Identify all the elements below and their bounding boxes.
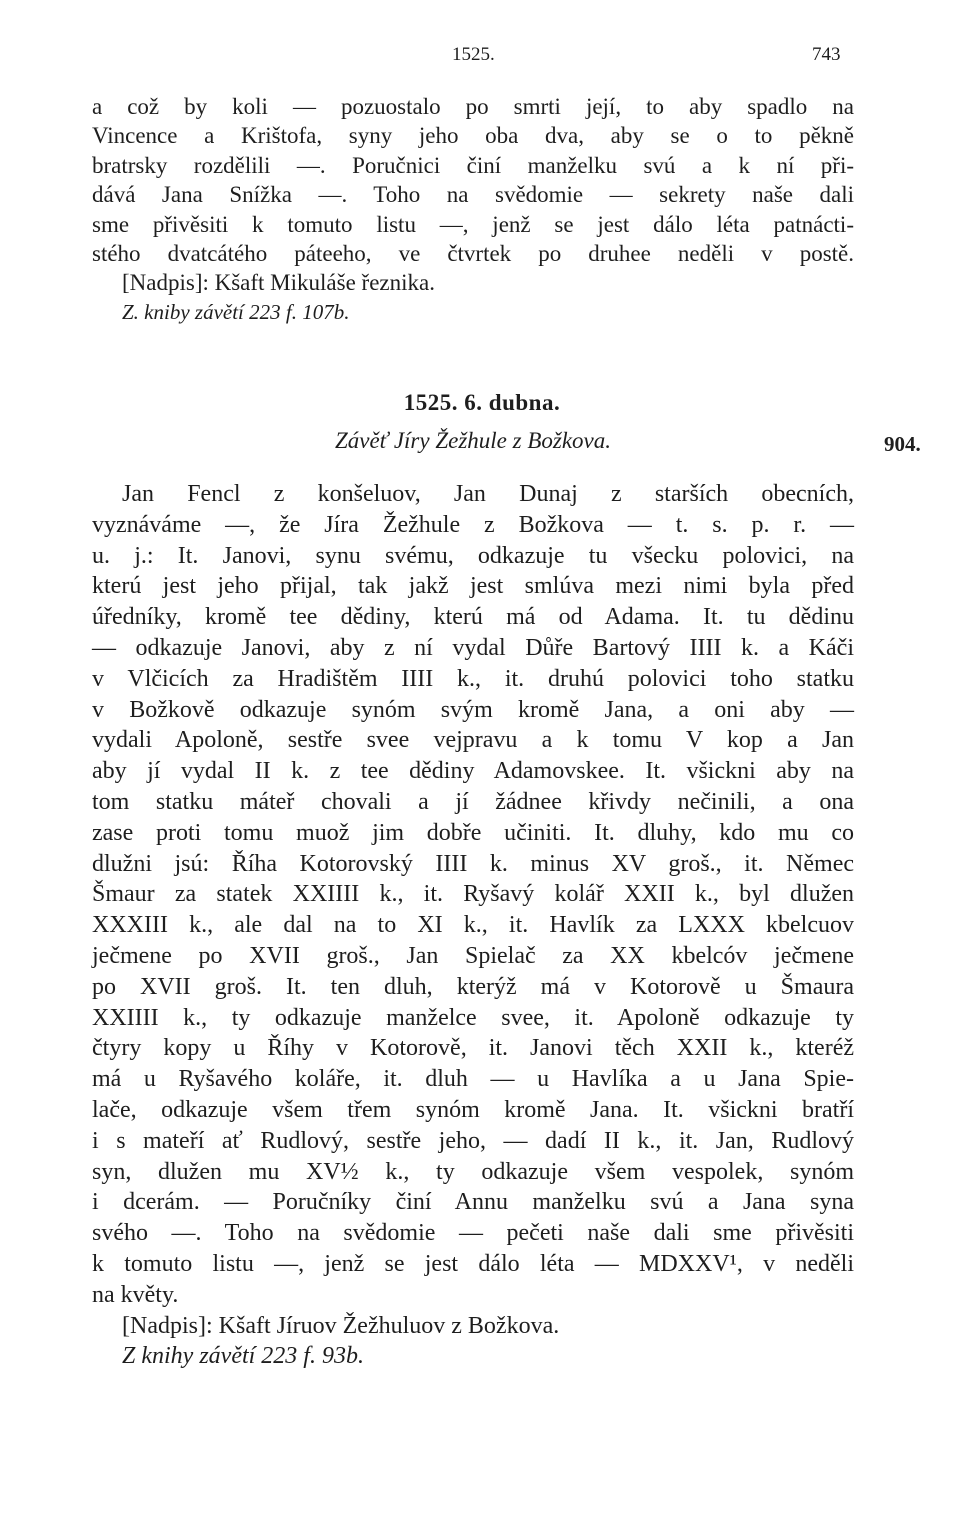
running-head-year: 1525. [452, 44, 495, 65]
text-line: po XVII groš. It. ten dluh, kterýž má v Kotorově u Šmaura [92, 973, 854, 1000]
page-number: 743 [812, 44, 841, 65]
text-line: v Vlčicích za Hradištěm IIII k., it. druhú polovici toho statku [92, 665, 854, 692]
text-line: Jan Fencl z konšeluov, Jan Dunaj z starších obecních, [122, 481, 854, 507]
text-line: Šmaur za statek XXIIII k., it. Ryšavý kolář XXII k., byl dlužen [92, 881, 854, 908]
text-line: i s mateří ať Rudlový, sestře jeho, — dadí II k., it. Jan, Rudlový [92, 1127, 854, 1154]
text-line: sme přivěsiti k tomuto listu —, jenž se jest dálo léta patnácti- [92, 211, 854, 237]
source-reference: Z. kniby závětí 223 f. 107b. [122, 299, 350, 324]
text-line: k tomuto listu —, jenž se jest dálo léta — MDXXV¹, v neděli [92, 1250, 854, 1277]
entry-number: 904. [884, 432, 921, 456]
text-line: a což by koli — pozuostalo po smrti její, to aby spadlo na [92, 94, 854, 119]
text-line: ječmene po XVII groš., Jan Spielač za XX kbelcóv ječmene [92, 942, 854, 969]
text-line: čtyry kopy u Říhy v Kotorově, it. Janovi těch XXII k., kteréž [92, 1035, 854, 1062]
text-line: XXXIII k., ale dal na to XI k., it. Havlík za LXXX kbelcuov [92, 912, 854, 939]
text-line: má u Ryšavého koláře, it. dluh — u Havlíka a u Jana Spie- [92, 1066, 854, 1093]
text-line: v Božkově odkazuje synóm svým kromě Jana, a oni aby — [92, 696, 854, 723]
text-line: kterú jest jeho přijal, tak jakž jest smlúva mezi nimi byla před [92, 573, 854, 600]
text-line: dává Jana Snížka —. Toho na svědomie — sekrety naše dali [92, 182, 854, 208]
text-line: stého dvatcátého páteeho, ve čtvrtek po druhee neděli v postě. [92, 240, 854, 266]
text-line: svého —. Toho na svědomie — pečeti naše dali sme přivěsiti [92, 1220, 854, 1247]
text-line: zase proti tomu muož jim dobře učiniti. It. dluhy, kdo mu co [92, 819, 854, 846]
text-line: tom statku máteř chovali a jí žádnee křivdy nečinili, a ona [92, 788, 854, 815]
text-line: bratrsky rozdělili —. Poručnici činí manželku svú a k ní při- [92, 152, 854, 178]
running-head [0, 40, 960, 70]
text-line: — odkazuje Janovi, aby z ní vydal Důře Bartový IIII k. a Káči [92, 634, 854, 661]
text-line: i dcerám. — Poručníky činí Annu manželku svú a Jana syna [92, 1189, 854, 1216]
heading-note: [Nadpis]: Kšaft Jíruov Žežhuluov z Božkova. [122, 1312, 560, 1339]
text-line: XXIIII k., ty odkazuje manželce svee, it. Apoloně odkazuje ty [92, 1004, 854, 1031]
text-line: aby jí vydal II k. z tee dědiny Adamovskee. It. všickni aby na [92, 758, 854, 785]
text-line: vyznáváme —, že Jíra Žežhule z Božkova — t. s. p. r. — [92, 511, 854, 538]
source-reference: Z knihy závětí 223 f. 93b. [122, 1343, 364, 1370]
text-line: dlužni jsú: Říha Kotorovský IIII k. minus XV groš., it. Němec [92, 850, 854, 877]
entry-body-text [92, 479, 854, 1372]
text-line: syn, dlužen mu XV½ k., ty odkazuje všem vespolek, synóm [92, 1158, 854, 1185]
previous-entry-text [92, 92, 854, 327]
text-line: na květy. [92, 1281, 179, 1308]
text-line: lače, odkazuje všem třem synóm kromě Jana. It. všickni bratří [92, 1096, 854, 1123]
entry-title: Závěť Jíry Žežhule z Božkova. [335, 428, 611, 453]
text-line: úředníky, kromě tee dědiny, kterú má od Adama. It. tu dědinu [92, 604, 854, 631]
entry-date: 1525. 6. dubna. [403, 390, 561, 415]
text-line: u. j.: It. Janovi, synu svému, odkazuje tu všecku polovici, na [92, 542, 854, 569]
text-line: Vincence a Krištofa, syny jeho oba dva, aby se o to pěkně [92, 123, 854, 149]
heading-note: [Nadpis]: Kšaft Mikuláše řeznika. [122, 270, 435, 296]
text-line: vydali Apoloně, sestře svee vejpravu a k tomu V kop a Jan [92, 727, 854, 754]
